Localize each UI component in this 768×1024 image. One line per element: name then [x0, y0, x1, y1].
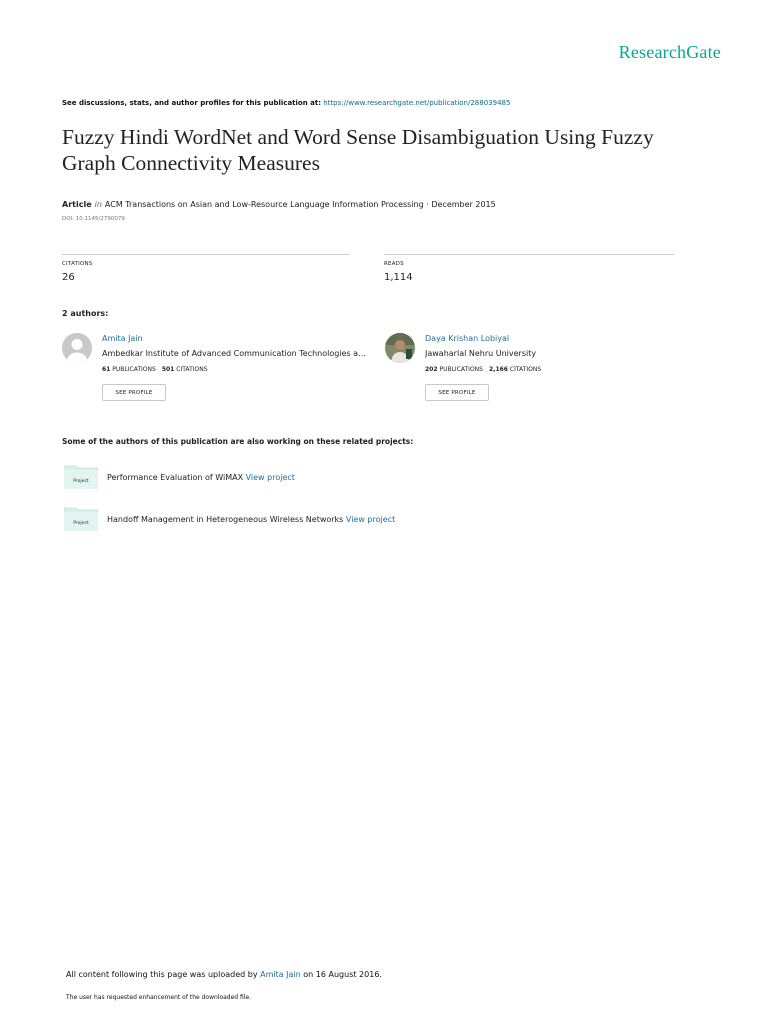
project-title: Performance Evaluation of WiMAX: [107, 473, 244, 482]
see-profile-button[interactable]: SEE PROFILE: [425, 384, 489, 401]
citations-divider: [62, 254, 350, 255]
citations-value: 26: [62, 272, 75, 283]
upload-info: [66, 970, 382, 979]
author-photo-avatar[interactable]: [385, 333, 415, 363]
author-stats: [425, 366, 541, 373]
project-folder-icon[interactable]: [64, 507, 98, 531]
project-item: [107, 473, 295, 482]
author-stats: [102, 366, 208, 373]
author-name-link[interactable]: Amita Jain: [102, 334, 143, 343]
see-profile-button[interactable]: SEE PROFILE: [102, 384, 166, 401]
author-citations-label: CITATIONS: [509, 366, 542, 373]
publication-title: Fuzzy Hindi WordNet and Word Sense Disambiguation Using Fuzzy Graph Connectivity Measures: [62, 125, 654, 175]
enhancement-note: The user has requested enhancement of the downloaded file.: [66, 994, 252, 1001]
reads-divider: [384, 254, 674, 255]
uploader-link[interactable]: Amita Jain: [260, 970, 301, 979]
publication-doi: DOI: 10.1145/2790079: [62, 216, 125, 222]
publication-meta: [62, 200, 496, 209]
authors-heading: 2 authors:: [62, 309, 109, 318]
publications-count: 61: [102, 366, 111, 373]
reads-value: 1,114: [384, 272, 413, 283]
project-item: [107, 515, 395, 524]
project-title: Handoff Management in Heterogeneous Wireless Networks: [107, 515, 344, 524]
generic-avatar-icon[interactable]: [62, 333, 92, 363]
upload-prefix: All content following this page was uploaded by: [66, 970, 258, 979]
author-citations-count: 501: [161, 366, 175, 373]
author-citations-label: CITATIONS: [176, 366, 208, 373]
upload-suffix: on 16 August 2016.: [303, 970, 382, 979]
citations-label: CITATIONS: [62, 261, 93, 267]
in-word: in: [94, 200, 102, 209]
publications-count: 202: [425, 366, 438, 373]
project-icon-label: Project: [73, 521, 89, 526]
publications-label: PUBLICATIONS: [439, 366, 483, 373]
project-folder-icon[interactable]: [64, 465, 98, 489]
publications-label: PUBLICATIONS: [112, 366, 156, 373]
project-icon-label: Project: [73, 479, 89, 484]
venue-date: ACM Transactions on Asian and Low-Resource Language Information Processing · December 2015: [104, 200, 496, 209]
see-profiles-line: [62, 99, 510, 107]
publication-url-link[interactable]: https://www.researchgate.net/publication/288039485: [323, 99, 511, 107]
researchgate-logo[interactable]: ResearchGate: [618, 42, 721, 62]
author-citations-count: 2,166: [488, 366, 508, 373]
reads-label: READS: [384, 261, 404, 267]
related-projects-heading: Some of the authors of this publication are also working on these related projects:: [62, 437, 414, 446]
view-project-link[interactable]: View project: [345, 515, 396, 524]
publication-kind: Article: [62, 200, 92, 209]
author-institution: Jawaharlal Nehru University: [425, 349, 537, 358]
view-project-link[interactable]: View project: [245, 473, 295, 482]
author-name-link[interactable]: Daya Krishan Lobiyal: [425, 334, 510, 343]
see-profiles-prefix: See discussions, stats, and author profiles for this publication at:: [62, 99, 322, 107]
author-institution: Ambedkar Institute of Advanced Communication Technologies a…: [102, 349, 367, 358]
